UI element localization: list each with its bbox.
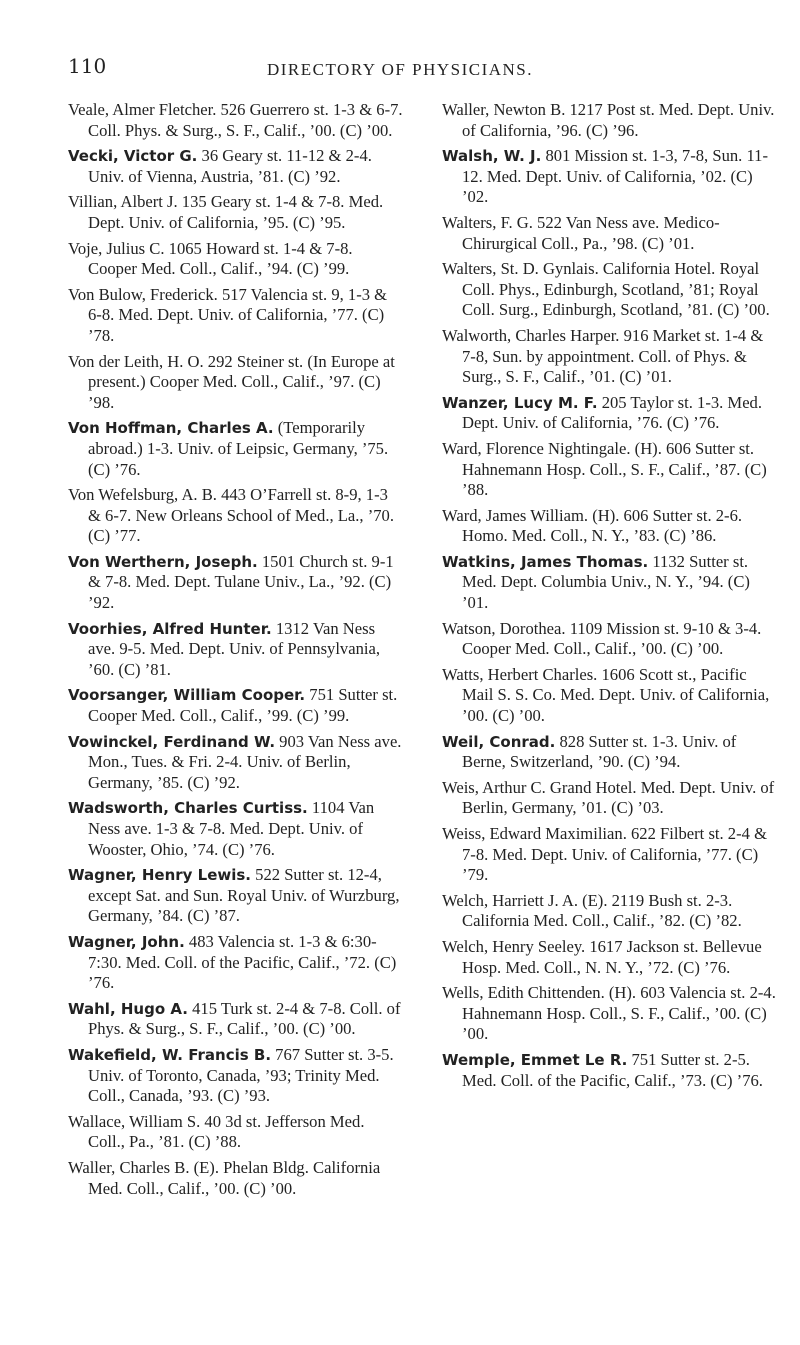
directory-entry bbox=[68, 192, 404, 233]
directory-entry bbox=[442, 326, 778, 388]
entry-details: 1312 Van Ness ave. 9-5. Med. Dept. Univ. of Pennsylvania, ’60. (C) ’81. bbox=[88, 618, 381, 679]
directory-entry bbox=[442, 778, 778, 819]
directory-entry bbox=[68, 146, 404, 187]
physician-name: Ward, James William. bbox=[442, 505, 589, 525]
physician-name: Wemple, Emmet Le R. bbox=[442, 1050, 628, 1069]
physician-name: Villian, Albert J. bbox=[68, 192, 178, 212]
physician-name: Welch, Harriett J. A. (E). bbox=[442, 890, 608, 910]
entry-details: 292 Steiner st. (In Europe at present.) Cooper Med. Coll., Calif., ’97. (C) ’98. bbox=[88, 351, 395, 412]
entry-details: 483 Valencia st. 1-3 & 6:30-7:30. Med. Coll. of the Pacific, Calif., ’72. (C) ’76. bbox=[88, 931, 397, 993]
directory-entry bbox=[442, 393, 778, 434]
running-head: DIRECTORY OF PHYSICIANS. bbox=[266, 60, 533, 79]
physician-name: Vecki, Victor G. bbox=[68, 147, 198, 166]
directory-entry bbox=[442, 937, 778, 978]
directory-entry bbox=[68, 239, 404, 280]
directory-entry bbox=[442, 439, 778, 501]
entry-details: 415 Turk st. 2-4 & 7-8. Coll. of Phys. & Surg., S. F., Calif., ’00. (C) ’00. bbox=[88, 998, 401, 1039]
entry-details: 622 Filbert st. 2-4 & 7-8. Med. Dept. Univ. of California, ’77. (C) ’79. bbox=[462, 824, 767, 885]
directory-entry bbox=[68, 1112, 404, 1153]
directory-entry bbox=[68, 352, 404, 414]
directory-entry bbox=[68, 285, 404, 347]
physician-name: Walters, St. D. Gynlais. bbox=[442, 259, 599, 279]
entry-details: (Temporarily abroad.) 1-3. Univ. of Leipsic, Germany, ’75. (C) ’76. bbox=[88, 418, 389, 479]
directory-entry bbox=[442, 665, 778, 727]
physician-name: Von Wefelsburg, A. B. bbox=[68, 485, 217, 505]
entry-details: 526 Guerrero st. 1-3 & 6-7. Coll. Phys. & Surg., S. F., Calif., ’00. (C) ’00. bbox=[88, 100, 403, 140]
physician-name: Von der Leith, H. O. bbox=[68, 351, 204, 371]
right-column bbox=[442, 100, 778, 1204]
physician-name: Weil, Conrad. bbox=[442, 732, 556, 751]
directory-entry bbox=[442, 732, 778, 773]
directory-entry bbox=[442, 552, 778, 614]
directory-entry bbox=[68, 732, 404, 794]
directory-entry bbox=[442, 213, 778, 254]
physician-name: Watts, Herbert Charles. bbox=[442, 664, 598, 684]
directory-entry bbox=[68, 932, 404, 994]
entry-details: 916 Market st. 1-4 & 7-8, Sun. by appointment. Coll. of Phys. & Surg., S. F., Calif., ’01. (C) ’01. bbox=[462, 325, 764, 387]
physician-name: Weiss, Edward Maximilian. bbox=[442, 824, 627, 843]
entry-details: 36 Geary st. 11-12 & 2-4. Univ. of Vienna, Austria, ’81. (C) ’92. bbox=[88, 146, 372, 186]
entry-details: 135 Geary st. 1-4 & 7-8. Med. Dept. Univ. of California, ’95. (C) ’95. bbox=[88, 192, 384, 232]
entry-details: California Hotel. Royal Coll. Phys., Edinburgh, Scotland, ’81; Royal Coll. Surg., Edinburgh, Scotland, ’81. (C) ’00. bbox=[462, 259, 770, 320]
physician-name: Walters, F. G. bbox=[442, 212, 533, 232]
entry-details: 1132 Sutter st. Med. Dept. Columbia Univ., N. Y., ’94. (C) ’01. bbox=[462, 551, 750, 613]
directory-entry bbox=[68, 552, 404, 614]
physician-name: Wakefield, W. Francis B. bbox=[68, 1045, 272, 1064]
directory-entry bbox=[68, 619, 404, 681]
entry-details: 522 Sutter st. 12-4, except Sat. and Sun. Royal Univ. of Wurzburg, Germany, ’84. (C) ’87. bbox=[88, 865, 400, 926]
entry-details: 1217 Post st. Med. Dept. Univ. of California, ’96. (C) ’96. bbox=[462, 100, 775, 140]
directory-entry bbox=[442, 983, 778, 1045]
entry-details: 205 Taylor st. 1-3. Med. Dept. Univ. of California, ’76. (C) ’76. bbox=[462, 392, 763, 433]
physician-name: Walworth, Charles Harper. bbox=[442, 325, 620, 345]
entry-details: 1104 Van Ness ave. 1-3 & 7-8. Med. Dept. Univ. of Wooster, Ohio, ’74. (C) ’76. bbox=[88, 798, 375, 859]
entry-details: 828 Sutter st. 1-3. Univ. of Berne, Switzerland, ’90. (C) ’94. bbox=[462, 731, 737, 772]
physician-name: Wells, Edith Chittenden. bbox=[442, 983, 605, 1003]
directory-entry bbox=[68, 418, 404, 480]
physician-name: Wanzer, Lucy M. F. bbox=[442, 393, 598, 412]
directory-entry bbox=[68, 1045, 404, 1107]
physician-name: Wahl, Hugo A. bbox=[68, 999, 188, 1018]
entry-details: 751 Sutter st. Cooper Med. Coll., Calif., ’99. (C) ’99. bbox=[88, 685, 398, 726]
physician-name: Wadsworth, Charles Curtiss. bbox=[68, 799, 308, 818]
entry-details: (H). 606 Sutter st. Hahnemann Hosp. Coll., S. F., Calif., ’87. (C) ’88. bbox=[462, 438, 767, 500]
directory-entry bbox=[68, 485, 404, 547]
physician-name: Wallace, William S. bbox=[68, 1111, 201, 1131]
entry-details: (H). 603 Valencia st. 2-4. Hahnemann Hosp. Coll., S. F., Calif., ’00. (C) ’00. bbox=[462, 983, 776, 1044]
physician-name: Von Hoffman, Charles A. bbox=[68, 419, 274, 438]
entry-details: (H). 606 Sutter st. 2-6. Homo. Med. Coll., N. Y., ’83. (C) ’86. bbox=[462, 505, 743, 546]
entry-details: 1065 Howard st. 1-4 & 7-8. Cooper Med. Coll., Calif., ’94. (C) ’99. bbox=[88, 238, 353, 279]
directory-entry bbox=[442, 891, 778, 932]
entry-details: 522 Van Ness ave. Medico-Chirurgical Coll., Pa., ’98. (C) ’01. bbox=[462, 212, 720, 253]
physician-name: Wagner, John. bbox=[68, 932, 185, 951]
entry-details: Grand Hotel. Med. Dept. Univ. of Berlin, Germany, ’01. (C) ’03. bbox=[462, 777, 775, 818]
entry-details: 443 O’Farrell st. 8-9, 1-3 & 6-7. New Orleans School of Med., La., ’70. (C) ’77. bbox=[88, 485, 394, 546]
directory-entry bbox=[442, 824, 778, 886]
directory-entry bbox=[68, 798, 404, 860]
directory-entry bbox=[68, 100, 404, 141]
entry-details: 1501 Church st. 9-1 & 7-8. Med. Dept. Tulane Univ., La., ’92. (C) ’92. bbox=[88, 551, 394, 613]
entry-details: 751 Sutter st. 2-5. Med. Coll. of the Pacific, Calif., ’73. (C) ’76. bbox=[462, 1049, 763, 1090]
physician-name: Watkins, James Thomas. bbox=[442, 552, 649, 571]
physician-name: Watson, Dorothea. bbox=[442, 618, 566, 638]
directory-entry bbox=[442, 100, 778, 141]
directory-entry bbox=[68, 1158, 404, 1199]
entry-details: 1617 Jackson st. Bellevue Hosp. Med. Coll., N. N. Y., ’72. (C) ’76. bbox=[462, 936, 762, 977]
entry-details: 767 Sutter st. 3-5. Univ. of Toronto, Canada, ’93; Trinity Med. Coll., Canada, ’93. (C) ’93. bbox=[88, 1044, 394, 1106]
physician-name: Voorhies, Alfred Hunter. bbox=[68, 619, 272, 638]
physician-name: Weis, Arthur C. bbox=[442, 777, 546, 797]
physician-name: Voje, Julius C. bbox=[68, 238, 165, 258]
directory-columns bbox=[68, 100, 778, 1204]
left-column bbox=[68, 100, 404, 1204]
directory-entry bbox=[442, 619, 778, 660]
directory-entry bbox=[68, 685, 404, 726]
physician-name: Veale, Almer Fletcher. bbox=[68, 100, 217, 119]
physician-name: Welch, Henry Seeley. bbox=[442, 936, 586, 956]
entry-details: 801 Mission st. 1-3, 7-8, Sun. 11-12. Med. Dept. Univ. of California, ’02. (C) ’02. bbox=[462, 146, 768, 207]
entry-details: 1606 Scott st., Pacific Mail S. S. Co. Med. Dept. Univ. of California, ’00. (C) ’00. bbox=[462, 664, 770, 726]
entry-details: 2119 Bush st. 2-3. California Med. Coll., Calif., ’82. (C) ’82. bbox=[462, 890, 742, 931]
physician-name: Vowinckel, Ferdinand W. bbox=[68, 732, 276, 751]
directory-entry bbox=[442, 506, 778, 547]
directory-entry bbox=[442, 146, 778, 208]
physician-name: Walsh, W. J. bbox=[442, 147, 542, 166]
entry-details: 903 Van Ness ave. Mon., Tues. & Fri. 2-4. Univ. of Berlin, Germany, ’85. (C) ’92. bbox=[88, 731, 402, 792]
directory-entry bbox=[68, 999, 404, 1040]
physician-name: Waller, Newton B. bbox=[442, 100, 566, 119]
physician-name: Ward, Florence Nightingale. bbox=[442, 438, 631, 458]
physician-name: Voorsanger, William Cooper. bbox=[68, 686, 306, 705]
physician-name: Von Bulow, Frederick. bbox=[68, 284, 218, 304]
entry-details: 40 3d st. Jefferson Med. Coll., Pa., ’81. (C) ’88. bbox=[88, 1111, 365, 1152]
entry-details: 517 Valencia st. 9, 1-3 & 6-8. Med. Dept. Univ. of California, ’77. (C) ’78. bbox=[88, 284, 388, 345]
entry-details: Phelan Bldg. California Med. Coll., Calif., ’00. (C) ’00. bbox=[88, 1157, 381, 1198]
physician-name: Waller, Charles B. (E). bbox=[68, 1157, 219, 1177]
physician-name: Wagner, Henry Lewis. bbox=[68, 866, 251, 885]
physician-name: Von Werthern, Joseph. bbox=[68, 552, 258, 571]
entry-details: 1109 Mission st. 9-10 & 3-4. Cooper Med. Coll., Calif., ’00. (C) ’00. bbox=[462, 618, 762, 659]
directory-entry bbox=[442, 259, 778, 321]
page-number: 110 bbox=[68, 54, 107, 78]
directory-entry bbox=[68, 865, 404, 927]
directory-entry bbox=[442, 1050, 778, 1091]
